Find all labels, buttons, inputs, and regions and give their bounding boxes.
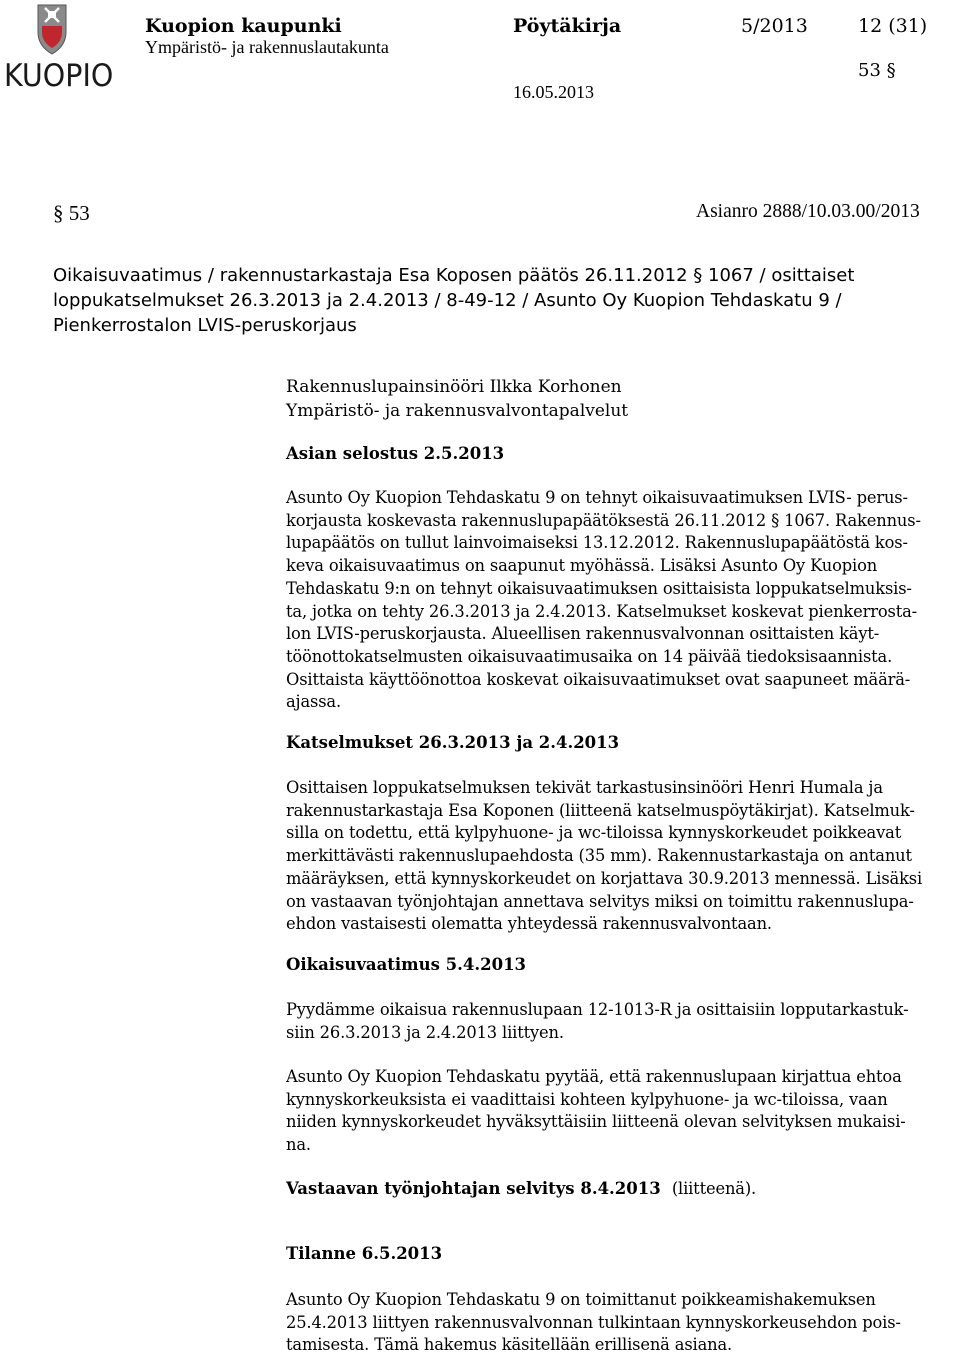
text-line: niiden kynnyskorkeudet hyväksyttäisiin liitteenä olevan selvityksen mukaisi- (286, 1112, 906, 1132)
title-line: Pienkerrostalon LVIS-peruskorjaus (53, 315, 357, 336)
meeting-date: 16.05.2013 (513, 82, 594, 102)
title-line: Oikaisuvaatimus / rakennustarkastaja Esa Koposen päätös 26.11.2012 § 1067 / osittaiset (53, 265, 855, 286)
text-line: rakennustarkastaja Esa Koponen (liitteenä katselmuspöytäkirjat). Katselmuk- (286, 800, 915, 820)
presenter-name: Rakennuslupainsinööri Ilkka Korhonen (286, 377, 622, 397)
text-line: keva oikaisuvaatimus on saapunut myöhässä. Lisäksi Asunto Oy Kuopion (286, 556, 878, 576)
text-line: 25.4.2013 liittyen rakennusvalvonnan tulkintaan kynnyskorkeusehdon pois- (286, 1312, 901, 1332)
text-line: Osittaisen loppukatselmuksen tekivät tarkastusinsinööri Henri Humala ja (286, 778, 883, 797)
text-line: Tehdaskatu 9:n on tehnyt oikaisuvaatimuksen osittaisista loppukatselmuksis- (286, 578, 912, 598)
paragraph-5 (286, 1289, 960, 1357)
case-number: Asianro 2888/10.03.00/2013 (696, 201, 920, 222)
case-title (53, 263, 953, 338)
text-line: töönottokatselmusten oikaisuvaatimusaika on 14 päivää tiedoksisaannista. (286, 646, 893, 666)
section-number: § 53 (53, 201, 90, 225)
kuopio-logo (4, 2, 114, 94)
text-line: Asunto Oy Kuopion Tehdaskatu 9 on toimittanut poikkeamishakemuksen (286, 1290, 876, 1309)
logo-wordmark: KUOPIO (4, 58, 114, 94)
page-number: 12 (31) (858, 15, 928, 37)
text-line: lupapäätös on tullut lainvoimaiseksi 13.12.2012. Rakennuslupapäätöstä kos- (286, 533, 908, 553)
text-line: na. (286, 1135, 311, 1155)
text-line: Asunto Oy Kuopion Tehdaskatu pyytää, että rakennuslupaan kirjattua ehtoa (286, 1067, 902, 1086)
title-line: loppukatselmukset 26.3.2013 ja 2.4.2013 / 8-49-12 / Asunto Oy Kuopion Tehdaskatu 9 / (53, 290, 842, 311)
doc-number: 5/2013 (741, 15, 808, 37)
text-line: kynnyskorkeuksista ei vaadittaisi kohteen kylpyhuone- ja wc-tiloissa, vaan (286, 1089, 888, 1109)
heading-asian-selostus: Asian selostus 2.5.2013 (286, 444, 505, 463)
text-line: korjausta koskevasta rakennuslupapäätöksestä 26.11.2012 § 1067. Rakennus- (286, 510, 921, 530)
text-line: merkittävästi rakennuslupaehdosta (35 mm). Rakennustarkastaja on antanut (286, 846, 912, 866)
paragraph-2 (286, 777, 960, 936)
text-line: ehdon vastaisesti olematta yhteydessä rakennusvalvontaan. (286, 914, 772, 934)
text-line: tamisesta. Tämä hakemus käsitellään erillisenä asiana. (286, 1335, 733, 1355)
text-line: siin 26.3.2013 ja 2.4.2013 liittyen. (286, 1022, 564, 1042)
text-line: lon LVIS-peruskorjausta. Alueellisen rakennusvalvonnan osittaisten käyt- (286, 624, 880, 644)
heading-note: (liitteenä). (671, 1179, 757, 1198)
text-line: Asunto Oy Kuopion Tehdaskatu 9 on tehnyt oikaisuvaatimuksen LVIS- perus- (286, 488, 908, 507)
text-line: määräyksen, että kynnyskorkeudet on korjattava 30.9.2013 mennessä. Lisäksi (286, 868, 923, 888)
paragraph-4 (286, 1066, 960, 1157)
heading-katselmukset: Katselmukset 26.3.2013 ja 2.4.2013 (286, 733, 620, 752)
coat-of-arms-icon (4, 2, 100, 64)
paragraph-1 (286, 487, 960, 714)
text-line: ajassa. (286, 692, 342, 712)
presenter-unit: Ympäristö- ja rakennusvalvontapalvelut (286, 401, 629, 421)
text-line: ta, jotka on tehty 26.3.2013 ja 2.4.2013. Katselmukset koskevat pienkerrosta- (286, 601, 918, 621)
heading-tilanne: Tilanne 6.5.2013 (286, 1244, 443, 1263)
presenter (286, 375, 628, 423)
heading-tyonjohtaja: Vastaavan työnjohtajan selvitys 8.4.2013 (286, 1179, 661, 1198)
board-name: Ympäristö- ja rakennuslautakunta (145, 37, 389, 57)
org-name: Kuopion kaupunki (145, 15, 342, 37)
heading-tyonjohtaja-row (286, 1178, 756, 1201)
paragraph-3 (286, 999, 960, 1044)
section-ref: 53 § (858, 60, 896, 81)
doc-type: Pöytäkirja (513, 15, 622, 37)
text-line: Osittaista käyttöönottoa koskevat oikaisuvaatimukset ovat saapuneet määrä- (286, 669, 911, 689)
text-line: Pyydämme oikaisua rakennuslupaan 12-1013-R ja osittaisiin lopputarkastuk- (286, 1000, 909, 1019)
text-line: silla on todettu, että kylpyhuone- ja wc-tiloissa kynnyskorkeudet poikkeavat (286, 823, 902, 843)
heading-oikaisuvaatimus: Oikaisuvaatimus 5.4.2013 (286, 955, 527, 974)
text-line: on vastaavan työnjohtajan annettava selvitys miksi on toimittu rakennuslupa- (286, 891, 914, 911)
